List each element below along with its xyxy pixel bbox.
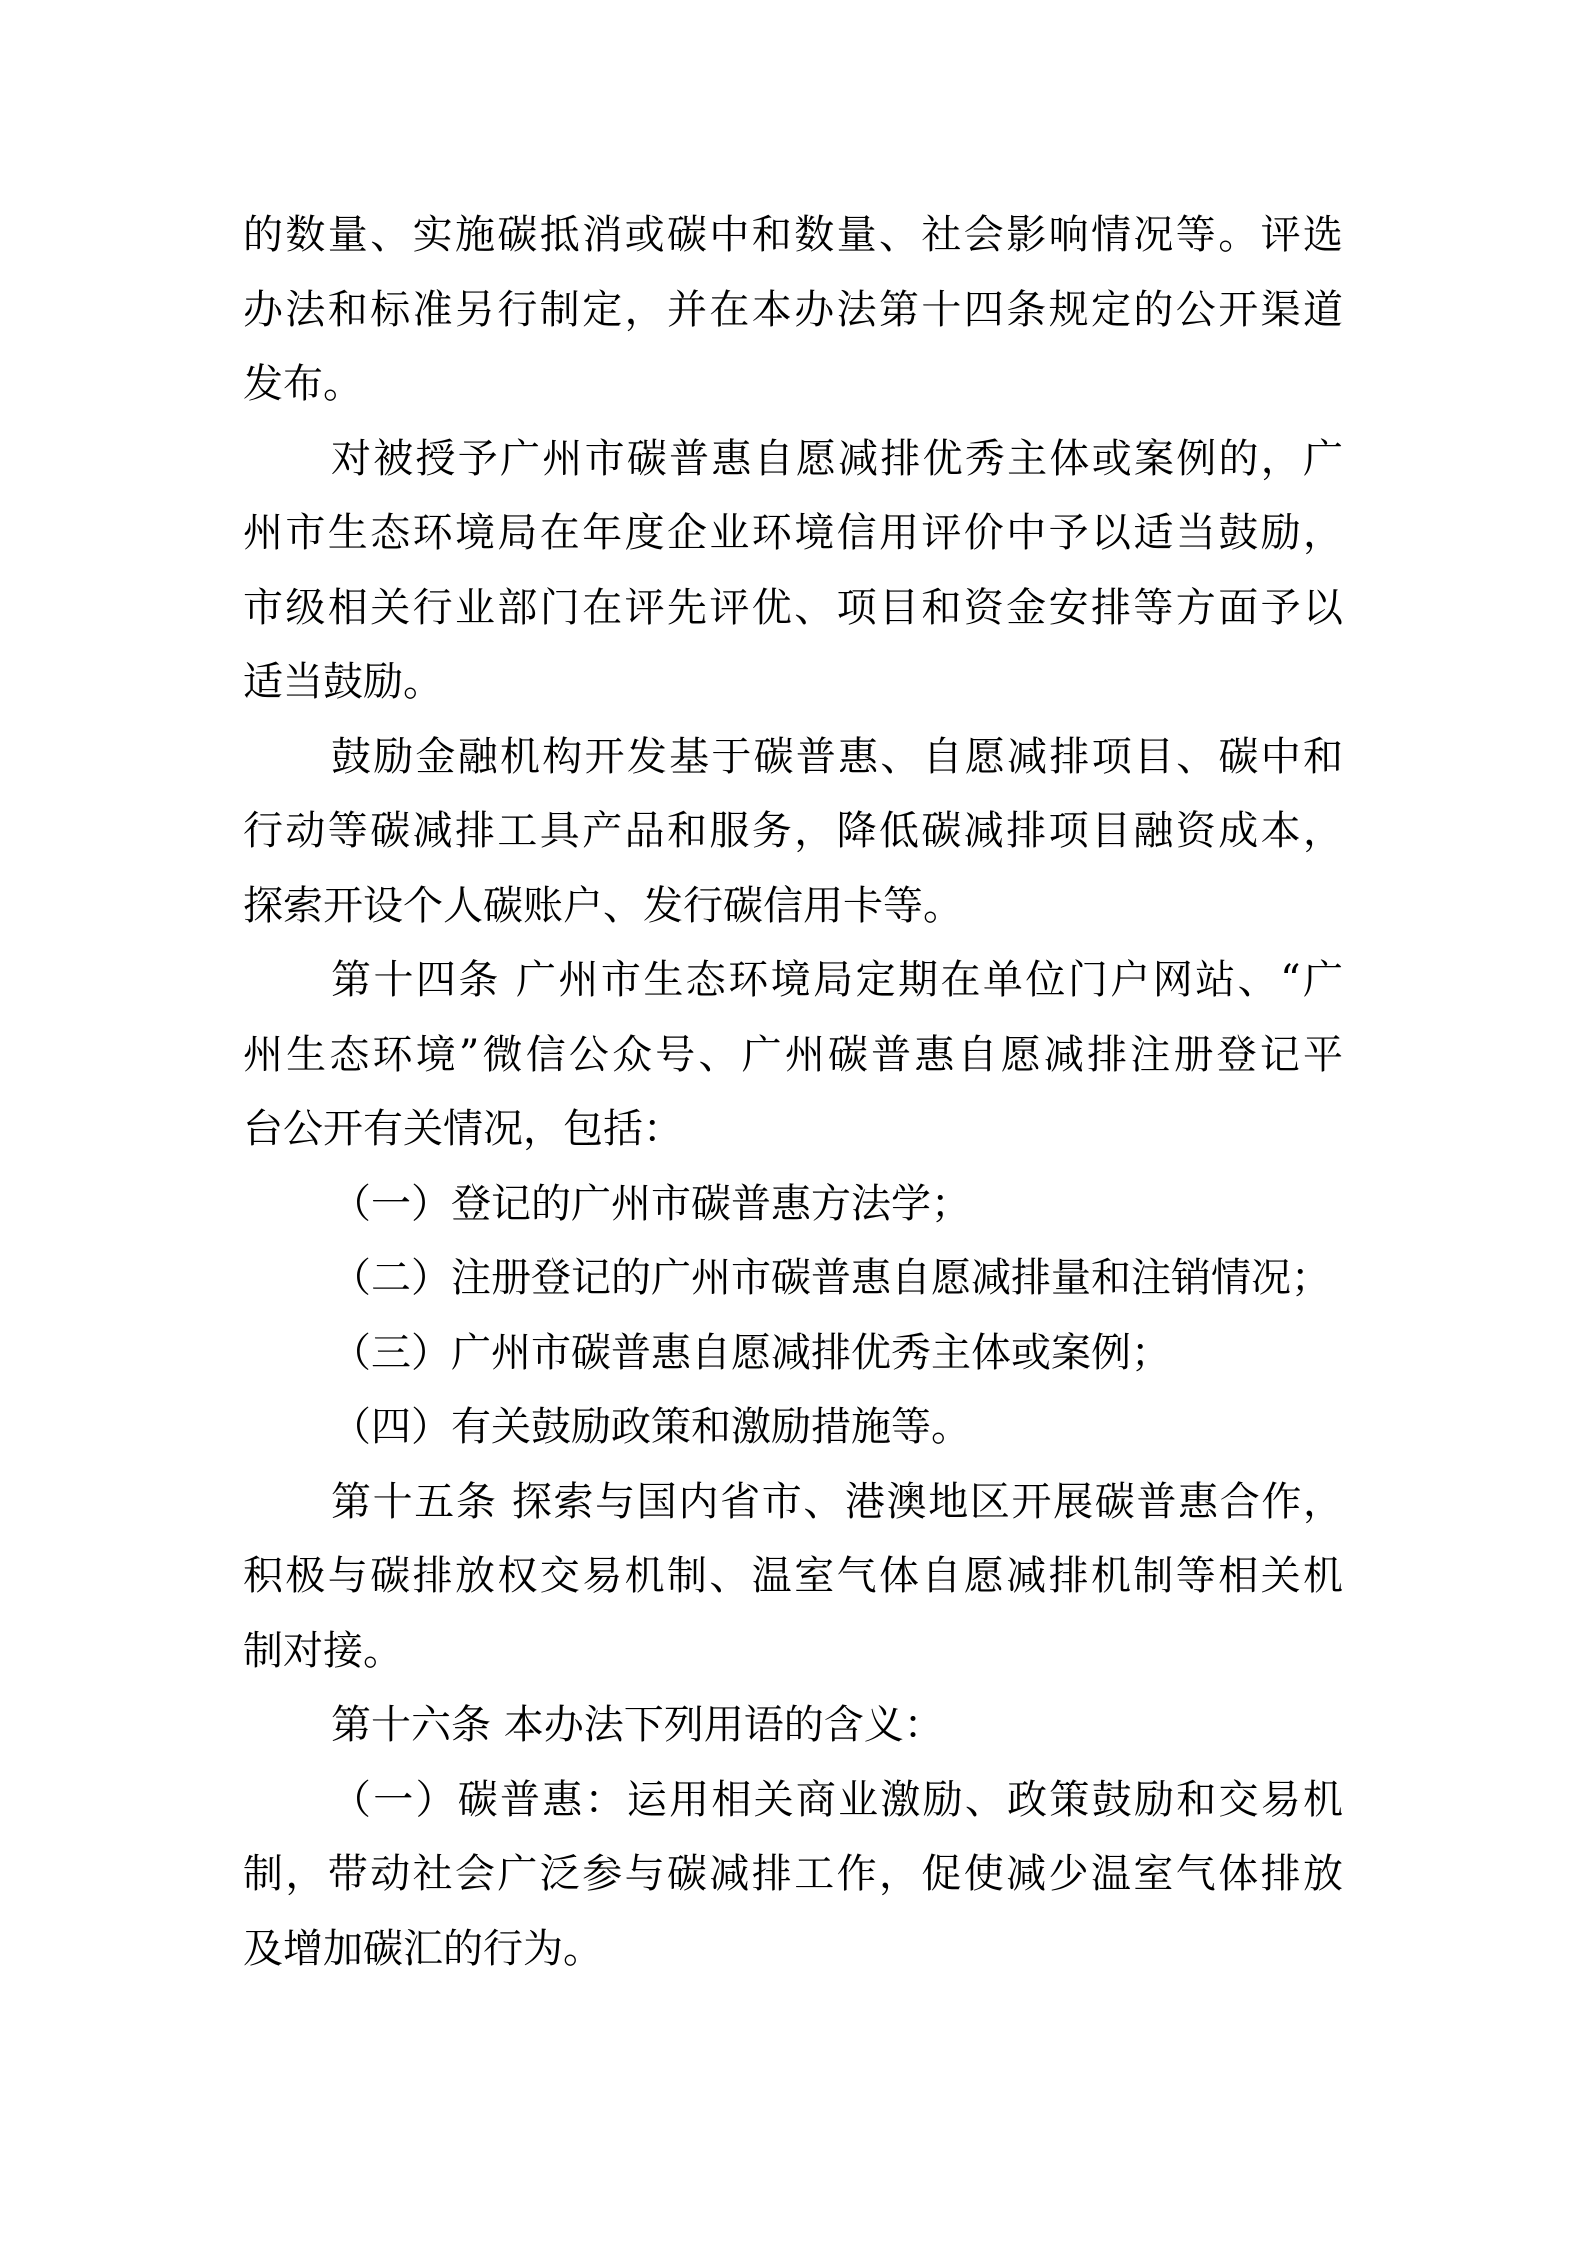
paragraph bbox=[243, 720, 1343, 944]
document-body bbox=[243, 198, 1343, 1986]
document-line: 行动等碳减排工具产品和服务，降低碳减排项目融资成本， bbox=[243, 808, 1343, 854]
document-line: （一）登记的广州市碳普惠方法学； bbox=[331, 1180, 971, 1227]
document-line: （二）注册登记的广州市碳普惠自愿减排量和注销情况； bbox=[331, 1255, 1331, 1301]
article-16 bbox=[243, 1688, 1343, 1763]
document-line: 制对接。 bbox=[243, 1627, 403, 1674]
paragraph bbox=[243, 198, 1343, 422]
document-line: 制，带动社会广泛参与碳减排工作，促使减少温室气体排放 bbox=[243, 1851, 1343, 1897]
document-line: 适当鼓励。 bbox=[243, 659, 443, 705]
definition-item bbox=[243, 1763, 1343, 1987]
document-line: 第十四条 广州市生态环境局定期在单位门户网站、“广 bbox=[331, 957, 1343, 1003]
document-line: 第十六条 本办法下列用语的含义： bbox=[331, 1702, 944, 1748]
document-line: 积极与碳排放权交易机制、温室气体自愿减排机制等相关机 bbox=[243, 1553, 1343, 1599]
article-15 bbox=[243, 1465, 1343, 1689]
list-item bbox=[243, 1167, 1343, 1242]
document-line: 探索开设个人碳账户、发行碳信用卡等。 bbox=[243, 882, 963, 929]
document-line: （一）碳普惠：运用相关商业激励、政策鼓励和交易机 bbox=[331, 1776, 1343, 1823]
document-line: 及增加碳汇的行为。 bbox=[243, 1925, 603, 1972]
list-item bbox=[243, 1390, 1343, 1465]
document-line: 第十五条 探索与国内省市、港澳地区开展碳普惠合作， bbox=[331, 1478, 1343, 1525]
document-line: 州生态环境”微信公众号、广州碳普惠自愿减排注册登记平 bbox=[243, 1031, 1343, 1078]
document-line: 台公开有关情况，包括： bbox=[243, 1106, 683, 1152]
document-line: 办法和标准另行制定，并在本办法第十四条规定的公开渠道 bbox=[243, 286, 1343, 333]
document-line: 州市生态环境局在年度企业环境信用评价中予以适当鼓励， bbox=[243, 510, 1343, 556]
document-line: 对被授予广州市碳普惠自愿减排优秀主体或案例的，广 bbox=[331, 435, 1343, 482]
document-line: 市级相关行业部门在评先评优、项目和资金安排等方面予以 bbox=[243, 584, 1343, 631]
document-line: 的数量、实施碳抵消或碳中和数量、社会影响情况等。评选 bbox=[243, 212, 1343, 258]
document-line: （四）有关鼓励政策和激励措施等。 bbox=[331, 1404, 971, 1450]
article-14 bbox=[243, 943, 1343, 1167]
list-item bbox=[243, 1241, 1343, 1316]
paragraph bbox=[243, 422, 1343, 720]
document-line: （三）广州市碳普惠自愿减排优秀主体或案例； bbox=[331, 1329, 1171, 1376]
document-line: 发布。 bbox=[243, 361, 363, 407]
list-item bbox=[243, 1316, 1343, 1391]
document-line: 鼓励金融机构开发基于碳普惠、自愿减排项目、碳中和 bbox=[331, 733, 1343, 780]
